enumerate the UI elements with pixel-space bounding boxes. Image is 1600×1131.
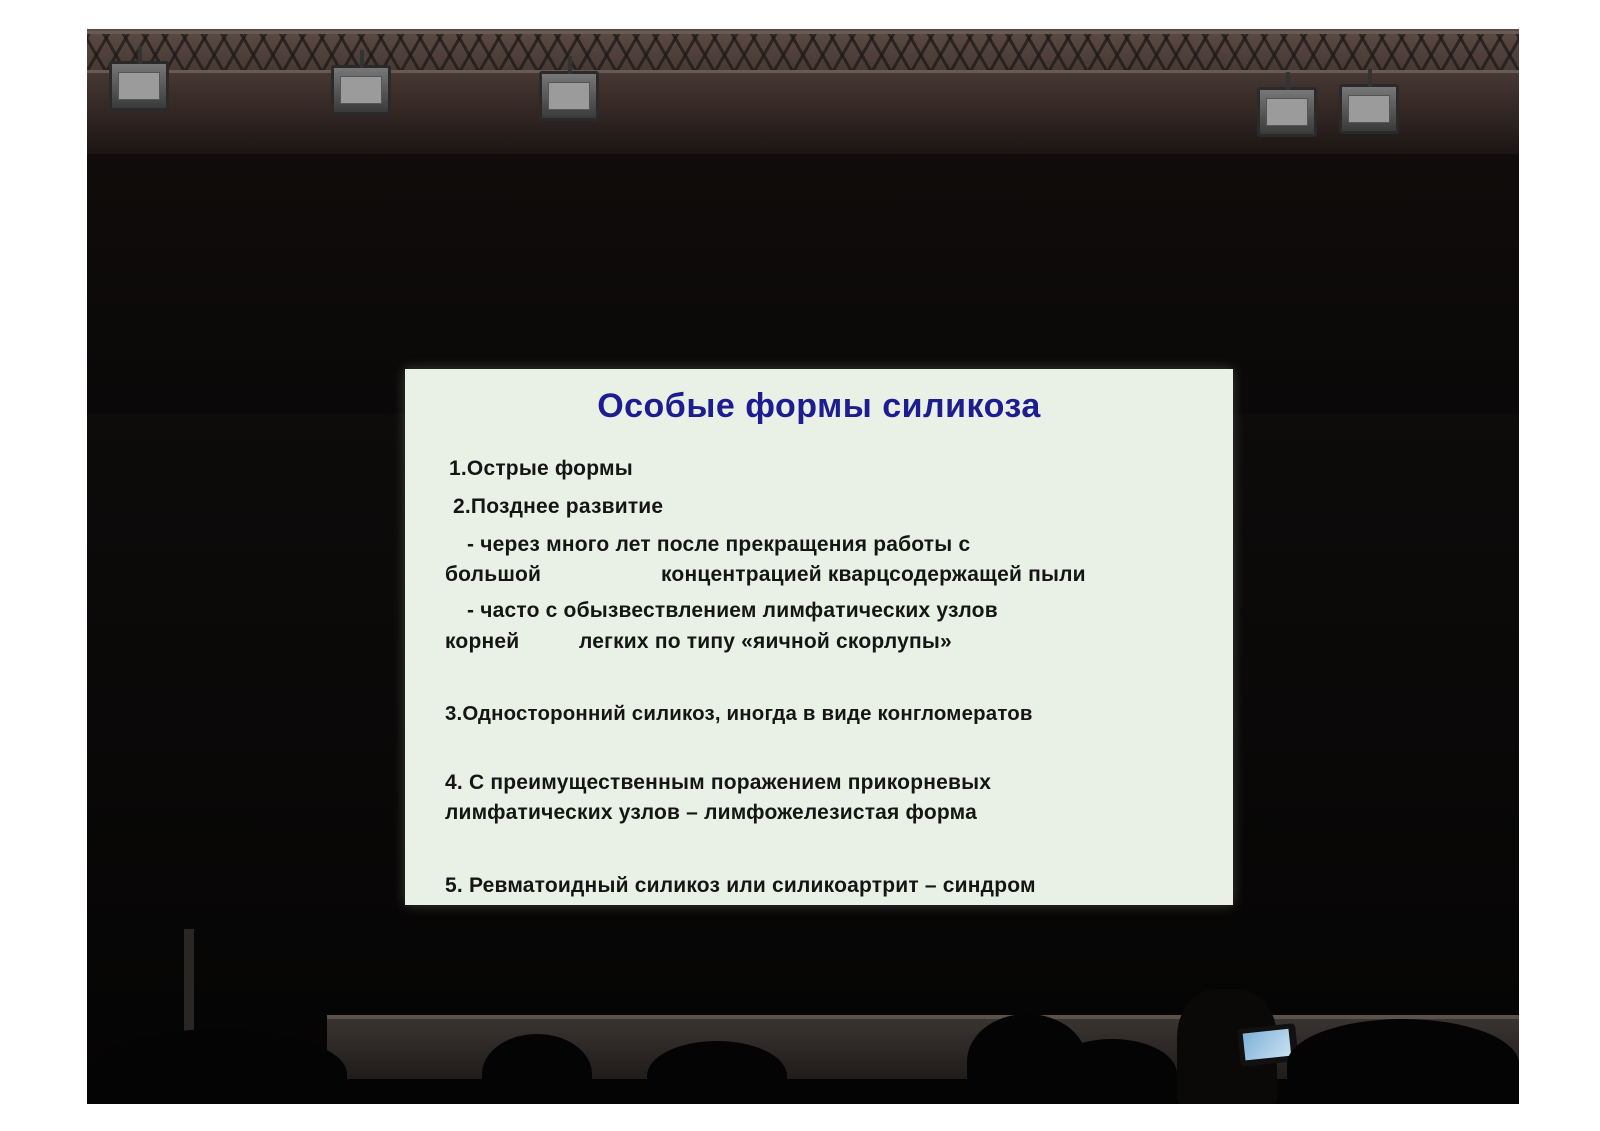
slide-title: Особые формы силикоза	[597, 387, 1041, 425]
slide-line: - через много лет после прекращения работы с	[467, 533, 971, 556]
stage-light-icon	[539, 71, 599, 121]
slide-line: 2.Позднее развитие	[453, 495, 664, 518]
slide-line: корней	[445, 630, 520, 653]
stage-light-icon	[1257, 87, 1317, 137]
slide-line: лимфатических узлов – лимфожелезистая форма	[445, 801, 977, 824]
audience-head	[1047, 1039, 1177, 1104]
stage-post	[184, 929, 194, 1039]
audience-head	[482, 1034, 592, 1104]
audience-head	[87, 1029, 347, 1104]
lecture-photo	[87, 29, 1519, 1104]
slide-line: 4. С преимущественным поражением прикорневых	[445, 771, 992, 794]
stage-light-icon	[331, 65, 391, 115]
stage-light-icon	[1339, 84, 1399, 134]
ceiling	[87, 29, 1519, 154]
slide-line: 1.Острые формы	[449, 457, 633, 480]
lighting-truss	[87, 31, 1519, 73]
slide-line: 5. Ревматоидный силикоз или силикоартрит – синдром	[445, 874, 1036, 897]
stage-light-icon	[109, 61, 169, 111]
slide-line: легких по типу «яичной скорлупы»	[579, 630, 952, 653]
slide-line: 3.Односторонний силикоз, иногда в виде конгломератов	[445, 703, 1033, 725]
audience-head	[647, 1041, 787, 1104]
slide-line: - часто с обызвествлением лимфатических узлов	[467, 599, 998, 622]
slide-line: большой	[445, 563, 542, 586]
slide-line: концентрацией кварцсодержащей пыли	[661, 563, 1086, 586]
audience-head	[1287, 1019, 1519, 1104]
projected-slide	[405, 369, 1233, 905]
phone-screen	[1243, 1029, 1292, 1061]
